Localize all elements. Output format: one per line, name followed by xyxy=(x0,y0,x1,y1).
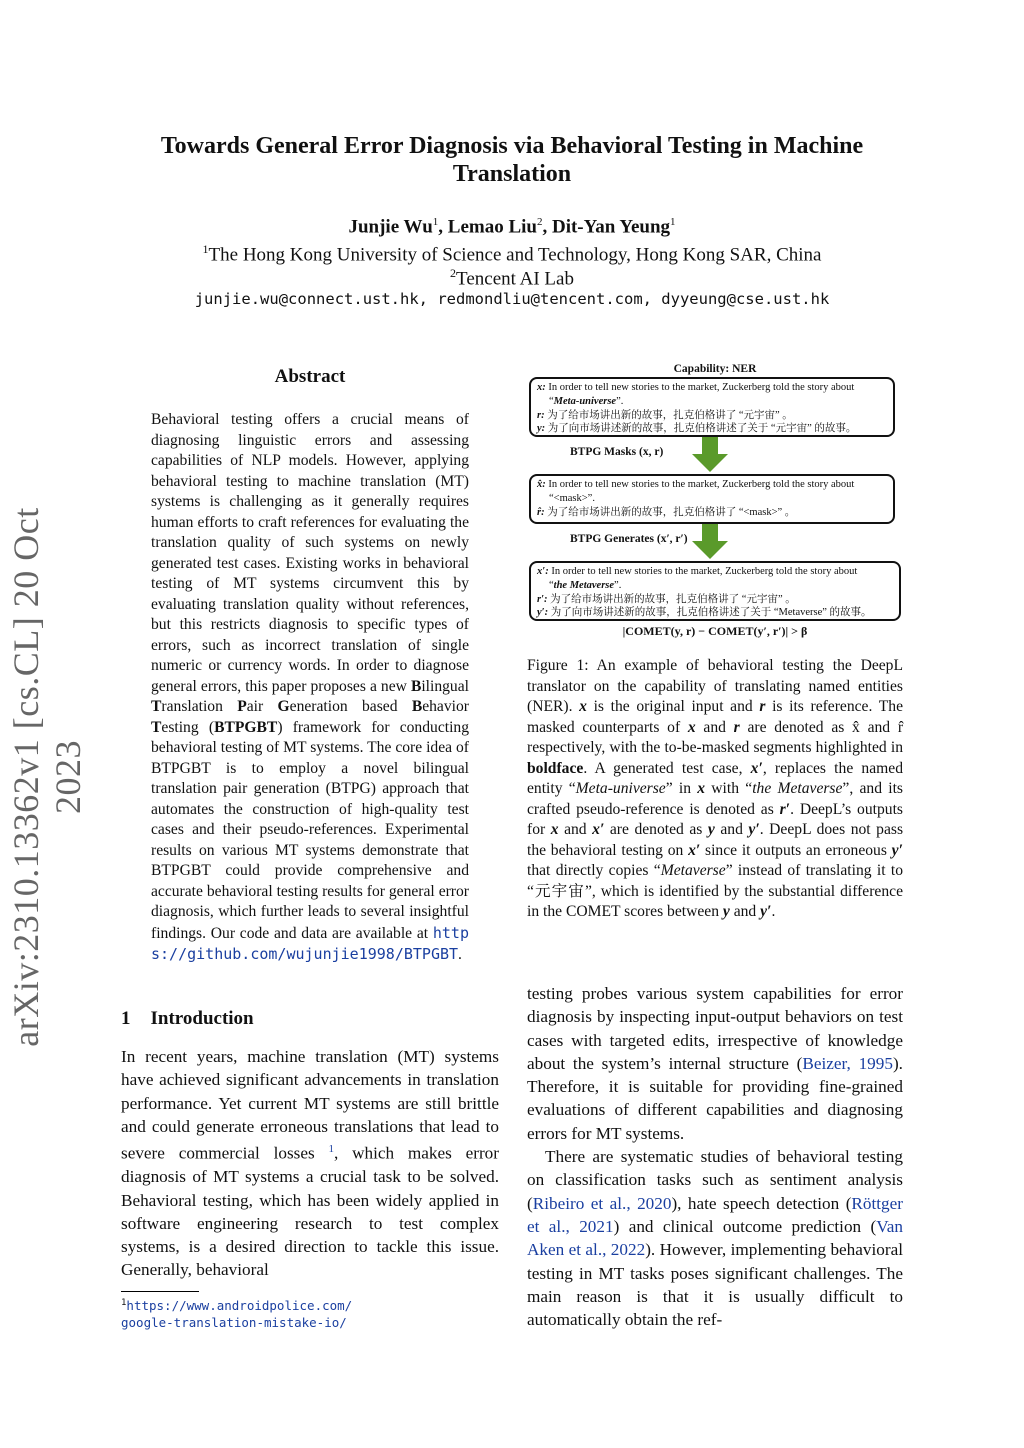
footnote-ref[interactable]: 1 xyxy=(328,1143,334,1156)
math-var: x xyxy=(687,718,696,736)
affiliation-1 xyxy=(110,242,914,266)
bold-letter: T xyxy=(151,698,162,715)
figure-text: “<mask>”. xyxy=(549,492,595,504)
affil-mark: 1 xyxy=(202,242,209,256)
caption-text: . A generated test case, xyxy=(583,759,751,777)
caption-text: . DeepL’s outputs for xyxy=(527,800,903,838)
figure-var-label: r̂: xyxy=(537,506,545,518)
paper-title: Towards General Error Diagnosis via Behavioral Testing in Machine Translation xyxy=(160,133,864,187)
arxiv-sidebar-id: arXiv:2310.13362v1 [cs.CL] 20 Oct 2023 xyxy=(6,507,88,1047)
affil-mark: 2 xyxy=(450,266,457,280)
figure-var-label: y′: xyxy=(537,607,549,619)
figure-var-label: x̂: xyxy=(537,479,546,490)
figure-step-label: BTPG Generates (x′, r′) xyxy=(570,533,688,545)
caption-text: . DeepL does not pass the behavioral testing on xyxy=(527,821,904,859)
intro-text: testing probes various system capabilities for error diagnosis by inspecting input-output behaviors on test cases with targeted edits, irrespective of knowledge about the system’s internal structure ( xyxy=(527,984,903,1073)
figure-box-masked xyxy=(529,474,895,524)
caption-text: and xyxy=(729,903,761,920)
caption-italic: Metaverse xyxy=(660,862,726,879)
caption-text: and xyxy=(695,718,734,736)
bold-letter: B xyxy=(410,677,422,695)
bold-letter: G xyxy=(277,698,290,715)
figure-entity: the Metaverse xyxy=(553,579,615,591)
caption-text: , replaces the named entity “ xyxy=(527,759,903,797)
down-arrow-icon xyxy=(690,437,730,473)
intro-text: ). Therefore, it is suitable for providing fine-grained evaluations of different capabilities and diagnosing errors for MT systems. xyxy=(527,1053,903,1143)
figure-var-label: r: xyxy=(537,409,545,421)
intro-text: ) and clinical outcome prediction ( xyxy=(613,1216,877,1236)
caption-text: since it outputs an erroneous xyxy=(700,841,892,859)
figure-var-label: x: xyxy=(537,382,546,393)
caption-text: is its reference. The masked counterparts of xyxy=(527,698,903,736)
footnote-url[interactable]: google-translation-mistake-io/ xyxy=(121,1315,347,1331)
figure-box-original xyxy=(529,377,895,437)
math-var: y′ xyxy=(760,903,772,920)
footnote xyxy=(121,1295,501,1331)
abstract-text: ilingual xyxy=(421,677,469,695)
math-var: x′ xyxy=(750,759,763,777)
caption-text: are denoted as x̂ and r̂ respectively, with the to-be-masked segments highlighted in xyxy=(527,718,904,756)
affil-text: The Hong Kong University of Science and Technology, Hong Kong SAR, China xyxy=(208,244,822,266)
citation-link[interactable]: Röttger et al., 2021 xyxy=(527,1193,903,1236)
abstract-text: air xyxy=(246,698,278,715)
math-var: y′ xyxy=(891,841,903,859)
math-var: y′ xyxy=(748,821,760,838)
abstract-text: ) framework for conducting behavioral testing of MT systems. The core idea of BTPGBT is to employ a novel bilingual translation pair generation (BTPG) approach that automates the construction of high-quality test cases and their pseudo-references. Experimental results on various MT systems demonstrate that BTPGBT could provide comprehensive and accurate behavioral testing results for general error diagnosis, which further leads to several insightful findings. Our code and data are available at xyxy=(151,718,470,942)
figure-output-text: 为了向市场讲述新的故事，扎克伯格讲述了关于 “元宇宙” 的故事。 xyxy=(547,423,857,435)
citation-link[interactable]: Beizer, 1995 xyxy=(802,1053,893,1073)
figure-step-label: BTPG Masks (x, r) xyxy=(570,446,664,458)
intro-text: In recent years, machine translation (MT) systems have achieved significant advancements in translation performance. Yet current MT systems are still brittle and could generate erroneous translations that lead to severe commercial losses xyxy=(121,1047,499,1163)
footnote-mark: 1 xyxy=(121,1298,127,1308)
math-var: r xyxy=(759,698,766,715)
intro-text: There are systematic studies of behavioral testing on classification tasks such as sentiment analysis ( xyxy=(527,1147,903,1213)
section-number: 1 xyxy=(121,1008,131,1029)
figure-entity: Meta-universe xyxy=(553,395,617,407)
figure-source-text: In order to tell new stories to the market, Zuckerberg told the story about xyxy=(551,566,858,577)
figure-var-label: x′: xyxy=(537,566,549,577)
figure-var-label: y: xyxy=(537,423,546,435)
math-var: x xyxy=(579,698,587,715)
figure-text: ”. xyxy=(614,579,622,591)
bold-letter: P xyxy=(237,698,247,715)
math-var: r xyxy=(733,718,740,736)
caption-text: . xyxy=(771,903,776,920)
figure-reference-text: 为了给市场讲出新的故事，扎克伯格讲了 “元宇宙” 。 xyxy=(547,409,793,421)
intro-paragraph-2 xyxy=(527,1145,903,1331)
bold-letter: B xyxy=(411,698,423,715)
figure-output-text: 为了向市场讲述新的故事，扎克伯格讲述了关于 “Metaverse” 的故事。 xyxy=(550,607,872,619)
figure-reference-text: 为了给市场讲出新的故事，扎克伯格讲了 “<mask>” 。 xyxy=(547,506,796,518)
math-var: y xyxy=(722,903,730,920)
figure-text: “ xyxy=(549,395,554,407)
intro-paragraph-1-cont xyxy=(527,982,903,1331)
abstract-text: eneration based xyxy=(289,698,412,715)
caption-text: and xyxy=(714,821,749,838)
abstract-text: esting ( xyxy=(161,718,215,736)
caption-text: ” instead of translating it to “元宇宙”, which is identified by the substantial difference in the COMET scores between xyxy=(527,862,903,920)
figure-formula: |COMET(y, r) − COMET(y′, r′)| > β xyxy=(622,624,808,638)
author-emails[interactable]: junjie.wu@connect.ust.hk, redmondliu@tencent.com, dyyeung@cse.ust.hk xyxy=(194,290,830,308)
affiliation-2 xyxy=(110,266,914,290)
intro-text: , which makes error diagnosis of MT systems a crucial task to be solved. Behavioral testing, which has been widely applied in software engineering research to test complex systems, is a desired direction to tackle this issue. Generally, behavioral xyxy=(121,1143,499,1280)
arrow-shape xyxy=(692,524,728,559)
intro-text: ), hate speech detection ( xyxy=(671,1193,852,1213)
figure-text: ”. xyxy=(616,395,624,407)
bold-letter: T xyxy=(151,718,162,736)
caption-text: ”, and its crafted pseudo-reference is denoted as xyxy=(527,780,903,818)
author-name: Dit-Yan Yeung xyxy=(551,216,671,238)
caption-text: and xyxy=(558,821,593,838)
caption-text: ” in xyxy=(665,780,698,797)
abstract-text: ehavior xyxy=(422,698,469,715)
author-name: Junjie Wu xyxy=(348,216,433,238)
abstract-text: ranslation xyxy=(161,698,238,715)
figure-box-generated xyxy=(529,561,901,621)
caption-text: is the original input and xyxy=(586,698,760,715)
figure-caption xyxy=(527,656,903,923)
caption-italic: the Metaverse xyxy=(752,780,843,797)
author-affil-mark: 2 xyxy=(536,216,543,228)
figure-source-text: In order to tell new stories to the market, Zuckerberg told the story about xyxy=(548,479,855,490)
abstract-body xyxy=(151,410,469,966)
citation-link[interactable]: Ribeiro et al., 2020 xyxy=(532,1193,672,1213)
caption-bold: boldface xyxy=(527,759,584,777)
intro-text: ). However, implementing behavioral testing in MT tasks poses significant challenges. The main reason is that it is usually difficult to automatically obtain the ref- xyxy=(527,1240,903,1330)
footnote-url[interactable]: https://www.androidpolice.com/ xyxy=(126,1298,353,1314)
code-link[interactable]: https://github.com/wujunjie1998/BTPGBT xyxy=(151,923,469,963)
caption-italic: Meta-universe xyxy=(575,780,666,797)
figure-capability-title: Capability: NER xyxy=(673,363,757,375)
math-var: x′ xyxy=(688,841,701,859)
affil-text: Tencent AI Lab xyxy=(456,268,574,290)
math-var: x′ xyxy=(592,821,605,838)
section-title: Introduction xyxy=(150,1008,254,1029)
footnote-rule xyxy=(121,1291,199,1292)
author-list: Junjie Wu$^1$, Lemao Liu$^2$, Dit-Yan Yeung$^1$ xyxy=(348,216,676,238)
abstract-text: Behavioral testing offers a crucial means of diagnosing linguistic errors and assessing capabilities of NLP models. However, applying behavioral testing to machine translation (MT) systems is challenging as it generally requires human efforts to craft references for evaluating the translation quality of such systems on newly generated test cases. Existing works in behavioral testing of MT systems circumvent this by evaluating translation quality without references, but this restricts diagnosis to specific types of errors, such as incorrect translation of single numeric or currency words. In order to diagnose general errors, this paper proposes a new xyxy=(151,411,469,695)
arrow-shape xyxy=(692,437,728,472)
caption-text: are denoted as xyxy=(604,821,708,838)
abstract-heading: Abstract xyxy=(274,366,346,387)
intro-paragraph-1 xyxy=(121,1045,499,1282)
figure-reference-text: 为了给市场讲出新的故事，扎克伯格讲了 “元宇宙” 。 xyxy=(550,593,796,605)
abstract-text: . xyxy=(458,946,462,963)
bold-acronym: BTPGBT xyxy=(214,718,278,736)
section-heading xyxy=(121,1008,254,1030)
author-affil-mark: 1 xyxy=(432,216,439,228)
author-affil-mark: 1 xyxy=(670,216,676,228)
citation-link[interactable]: Van Aken et al., 2022 xyxy=(527,1216,903,1260)
figure-text: “ xyxy=(549,579,554,591)
caption-text: that directly copies “ xyxy=(527,862,661,879)
figure-var-label: r′: xyxy=(537,593,548,605)
figure-source-text: In order to tell new stories to the market, Zuckerberg told the story about xyxy=(548,382,855,393)
math-var: y xyxy=(707,821,715,838)
down-arrow-icon xyxy=(690,524,730,560)
caption-text: Figure 1: An example of behavioral testing the DeepL translator on the capability of translating named entities (NER). xyxy=(527,657,903,715)
math-var: x xyxy=(697,780,706,797)
author-name: Lemao Liu xyxy=(447,216,537,238)
math-var: x xyxy=(550,821,559,838)
math-var: r′ xyxy=(779,800,791,818)
caption-text: with “ xyxy=(705,780,753,797)
